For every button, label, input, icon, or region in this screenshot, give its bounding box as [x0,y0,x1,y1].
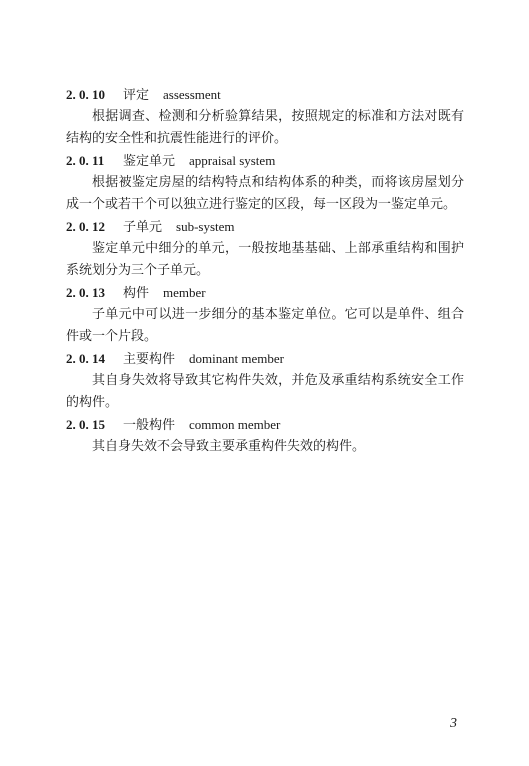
terms-section [66,84,464,458]
term-english: common member [189,417,281,432]
term-number: 2. 0. 13 [66,285,105,300]
term-definition: 根据被鉴定房屋的结构特点和结构体系的种类，而将该房屋划分成一个或若干个可以独立进行鉴定的区段，每一区段为一鉴定单元。 [66,175,464,212]
term-chinese: 主要构件 [123,352,176,367]
term-chinese: 评定 [123,88,150,103]
term-entry-2-0-13 [66,282,464,348]
term-entry-2-0-10 [66,84,464,150]
term-heading [66,414,464,436]
term-definition: 其自身失效不会导致主要承重构件失效的构件。 [92,439,366,454]
term-english: member [163,285,206,300]
term-heading [66,216,464,238]
term-english: sub-system [176,219,235,234]
term-definition: 其自身失效将导致其它构件失效，并危及承重结构系统安全工作的构件。 [66,373,464,410]
term-entry-2-0-15 [66,414,464,458]
term-entry-2-0-14 [66,348,464,414]
term-heading [66,282,464,304]
term-chinese: 一般构件 [123,418,176,433]
term-english: assessment [163,87,221,102]
term-number: 2. 0. 10 [66,87,105,102]
term-english: dominant member [189,351,284,366]
term-number: 2. 0. 15 [66,417,105,432]
term-chinese: 子单元 [123,220,163,235]
term-chinese: 鉴定单元 [123,154,176,169]
term-number: 2. 0. 14 [66,351,105,366]
term-entry-2-0-11 [66,150,464,216]
term-definition: 鉴定单元中细分的单元，一般按地基基础、上部承重结构和围护系统划分为三个子单元。 [66,241,464,278]
term-definition: 根据调查、检测和分析验算结果，按照规定的标准和方法对既有结构的安全性和抗震性能进行的评价。 [66,109,464,146]
term-number: 2. 0. 11 [66,153,105,168]
term-heading [66,84,464,106]
term-english: appraisal system [189,153,276,168]
page-number: 3 [450,716,457,731]
term-entry-2-0-12 [66,216,464,282]
term-heading [66,150,464,172]
term-chinese: 构件 [123,286,150,301]
term-heading [66,348,464,370]
term-number: 2. 0. 12 [66,219,105,234]
term-definition: 子单元中可以进一步细分的基本鉴定单位。它可以是单件、组合件或一个片段。 [66,307,464,344]
